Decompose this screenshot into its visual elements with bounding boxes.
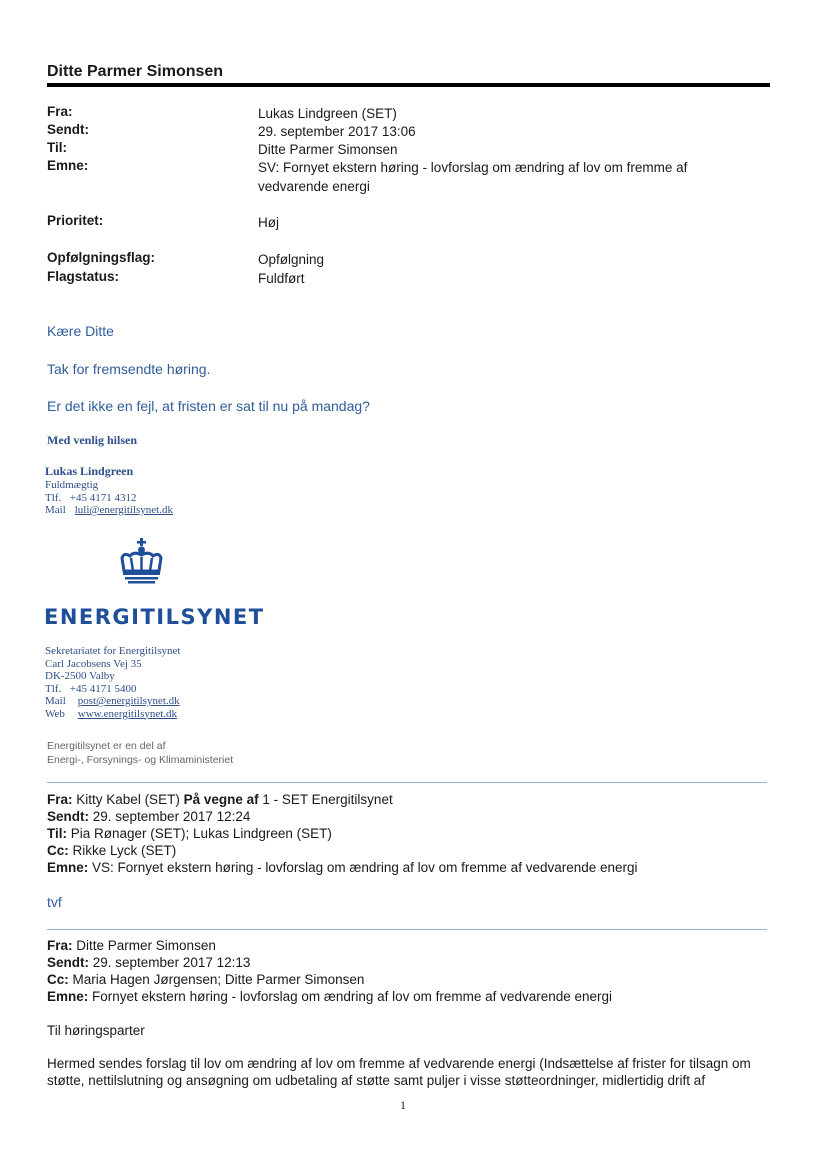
fwd1-fra-row [47,791,393,808]
closing: Med venlig hilsen [47,433,138,447]
fwd2-emne-label: Emne: [47,989,89,1004]
fwd1-paa-vegne-label: På vegne af [183,792,259,807]
divider-2 [47,929,767,930]
fwd1-cc-label: Cc: [47,843,69,858]
fwd1-emne-value: VS: Fornyet ekstern høring - lovforslag om ændring af lov om fremme af vedvarende energi [92,860,638,875]
org-web-link[interactable]: www.energitilsynet.dk [77,707,178,720]
fwd1-fra-label: Fra: [47,792,73,807]
flagstatus-label: Flagstatus: [47,269,120,284]
org-tlf: +45 4171 5400 [69,682,137,695]
fwd2-fra-row [47,937,216,954]
fwd1-til-row [47,825,332,842]
fwd1-sendt-label: Sendt: [47,809,89,824]
fwd1-paa-vegne-value: 1 - SET Energitilsynet [262,792,393,807]
fwd2-sendt-label: Sendt: [47,955,89,970]
fwd1-fra-value: Kitty Kabel (SET) [76,792,180,807]
fwd1-sendt-value: 29. september 2017 12:24 [92,809,251,824]
org-web-label: Web [45,707,65,720]
sig-title: Fuldmægtig [45,479,99,491]
flag-label: Opfølgningsflag: [47,250,155,265]
org-note-2: Energi-, Forsynings- og Klimaministeriet [47,754,234,766]
fwd2-sendt-value: 29. september 2017 12:13 [92,955,251,970]
org-tlf-label: Tlf. [45,682,62,695]
fwd2-body: Hermed sendes forslag til lov om ændring af lov om fremme af vedvarende energi (Indsættelse af frister for tilsagn om støtte, nettilslutning og ansøgning om udbetaling af støtte samt puljer i visse støtteordninger, midlertidig drift af [47,1056,751,1088]
crown-icon [116,538,168,586]
fwd1-til-value: Pia Rønager (SET); Lukas Lindgreen (SET) [70,826,332,841]
flagstatus-value: Fuldført [258,271,305,286]
sender-name: Ditte Parmer Simonsen [47,63,224,80]
fwd1-body: tvf [47,894,62,910]
fwd1-cc-value: Rikke Lyck (SET) [72,843,177,858]
sendt-label: Sendt: [47,122,89,137]
org-block [45,645,180,720]
page-number: 1 [400,1098,406,1112]
sig-mail-link[interactable]: luli@energitilsynet.dk [74,504,173,516]
org-street: Carl Jacobsens Vej 35 [45,657,142,670]
reply-line2: Er det ikke en fejl, at fristen er sat til nu på mandag? [47,398,370,414]
til-value: Ditte Parmer Simonsen [258,142,398,157]
signature [45,464,173,517]
fwd1-emne-label: Emne: [47,860,89,875]
fwd2-emne-value: Fornyet ekstern høring - lovforslag om ændring af lov om fremme af vedvarende energi [92,989,613,1004]
fra-label: Fra: [47,104,73,119]
header-rule [47,83,770,87]
sendt-value: 29. september 2017 13:06 [258,124,416,139]
org-mail-label: Mail [45,695,66,707]
fwd1-sendt-row [47,808,250,825]
divider-1 [47,782,767,783]
fwd2-sendt-row [47,954,250,971]
org-mail-row [45,695,180,708]
reply-line1: Tak for fremsendte høring. [47,361,211,377]
fwd1-emne-row [47,859,638,876]
fwd2-greeting: Til høringsparter [47,1023,145,1038]
emne-value: SV: Fornyet ekstern høring - lovforslag om ændring af lov om fremme af vedvarende energi [258,160,688,194]
org-city: DK-2500 Valby [45,670,115,682]
reply-greeting: Kære Ditte [47,323,114,339]
org-mail-link[interactable]: post@energitilsynet.dk [77,695,180,707]
emne-label: Emne: [47,158,89,173]
org-web-row [45,708,180,721]
org-tlf-row [45,683,180,696]
fwd2-fra-value: Ditte Parmer Simonsen [76,938,216,953]
sig-mail-label: Mail [45,504,66,516]
fwd2-emne-row [47,988,612,1005]
org-name: Sekretariatet for Energitilsynet [45,645,181,657]
prioritet-label: Prioritet: [47,213,104,228]
sig-tlf: +45 4171 4312 [69,491,137,504]
org-note-1: Energitilsynet er en del af [47,740,166,752]
prioritet-value: Høj [258,215,279,230]
fwd1-til-label: Til: [47,826,67,841]
fwd2-fra-label: Fra: [47,938,73,953]
sig-name: Lukas Lindgreen [45,464,134,478]
fwd1-cc-row [47,842,176,859]
fwd2-cc-label: Cc: [47,972,69,987]
fra-value: Lukas Lindgreen (SET) [258,106,397,121]
til-label: Til: [47,140,67,155]
sig-mail-row [45,504,173,517]
sig-tlf-label: Tlf. [45,491,62,504]
flag-value: Opfølgning [258,252,325,267]
sig-tlf-row [45,492,173,505]
org-logo-text: ENERGITILSYNET [44,605,265,629]
fwd2-cc-row [47,971,364,988]
fwd2-cc-value: Maria Hagen Jørgensen; Ditte Parmer Simonsen [72,972,365,987]
